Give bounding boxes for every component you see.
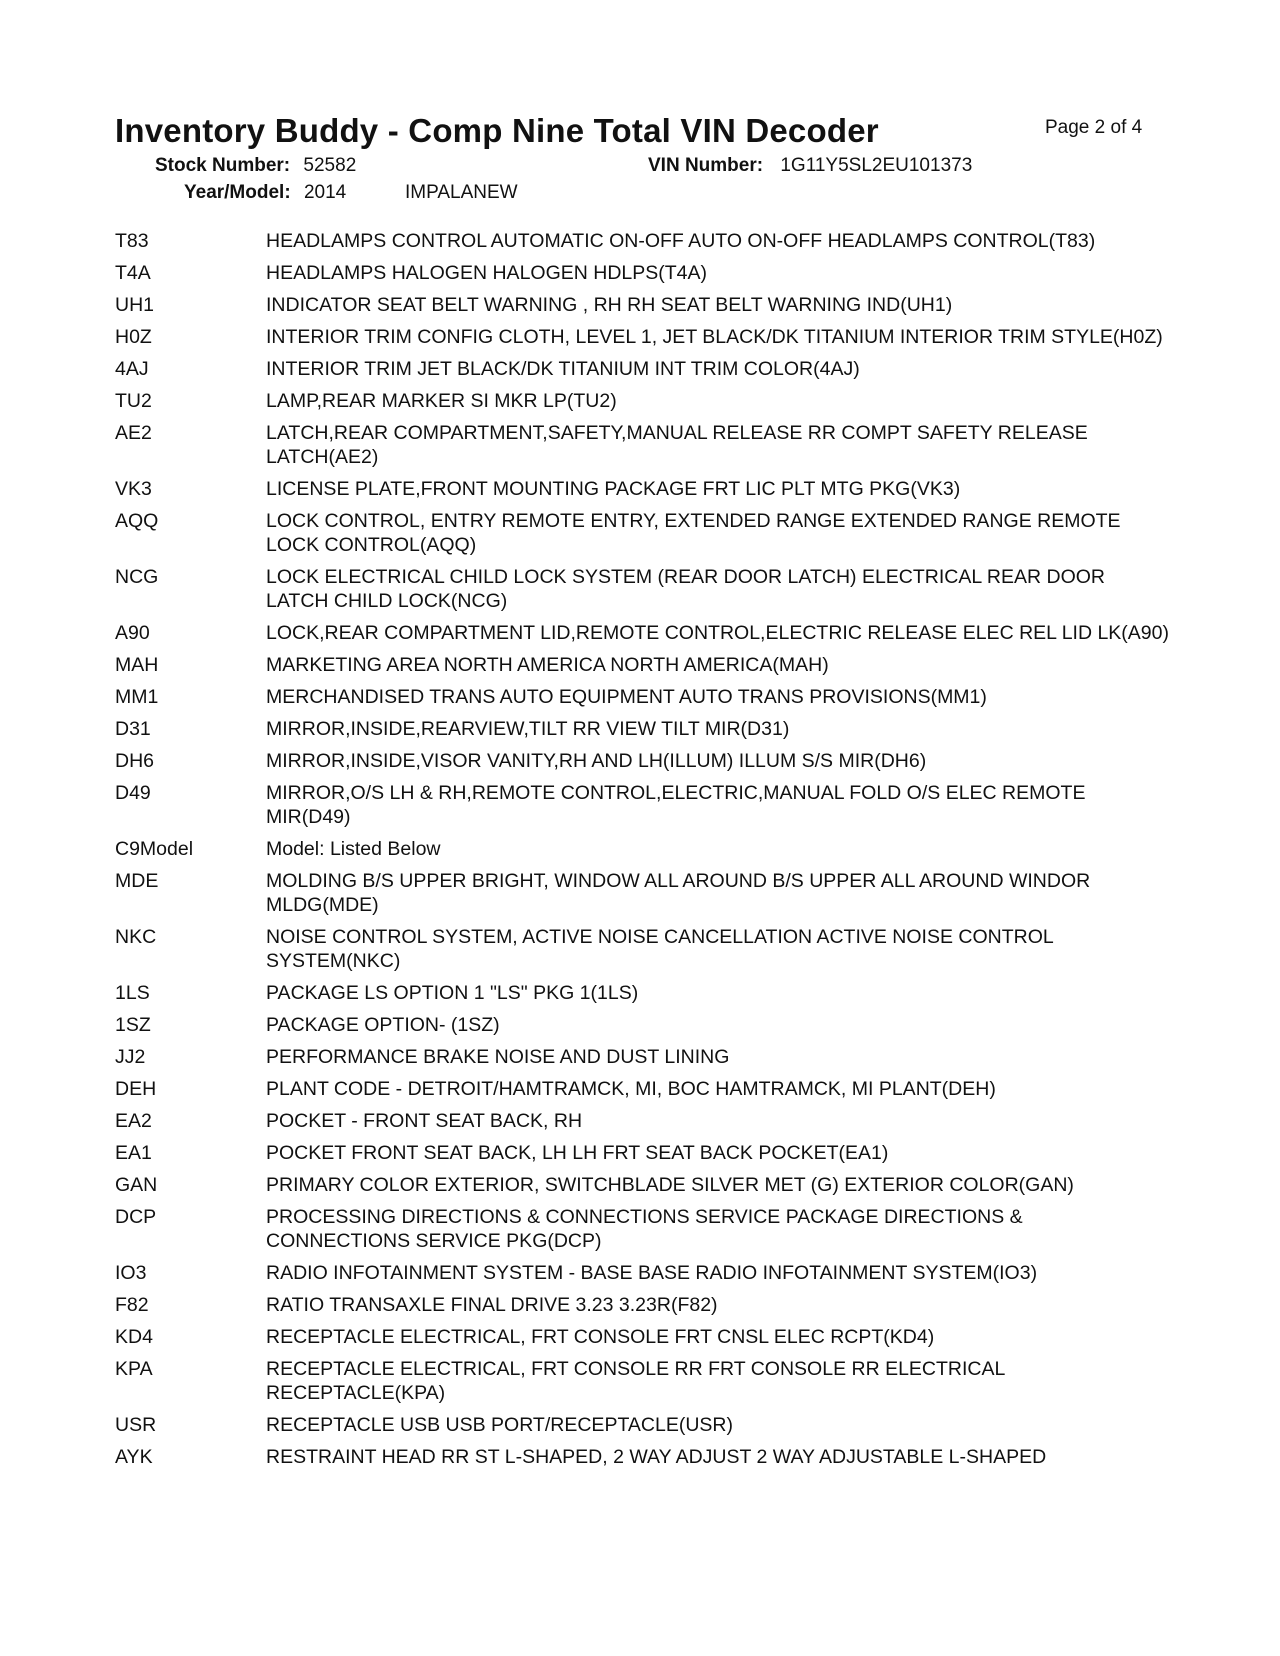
option-row: [115, 1413, 1175, 1445]
year-value: 2014: [303, 182, 347, 203]
option-code: EA1: [115, 1142, 152, 1164]
option-description: MIRROR,INSIDE,REARVIEW,TILT RR VIEW TILT MIR(D31): [266, 718, 790, 740]
option-code: AYK: [115, 1446, 153, 1468]
option-row: [115, 685, 1175, 717]
option-description: LAMP,REAR MARKER SI MKR LP(TU2): [266, 390, 617, 412]
option-description: PACKAGE OPTION- (1SZ): [266, 1014, 500, 1036]
option-code: F82: [115, 1294, 149, 1316]
option-row: [115, 1293, 1175, 1325]
option-code: MAH: [115, 654, 159, 676]
option-row: [115, 421, 1175, 477]
option-description: LATCH,REAR COMPARTMENT,SAFETY,MANUAL RELEASE RR COMPT SAFETY RELEASE LATCH(AE2): [266, 422, 1088, 468]
option-row: [115, 1109, 1175, 1141]
option-description: PRIMARY COLOR EXTERIOR, SWITCHBLADE SILVER MET (G) EXTERIOR COLOR(GAN): [266, 1174, 1074, 1196]
option-row: [115, 653, 1175, 685]
option-description: HEADLAMPS HALOGEN HALOGEN HDLPS(T4A): [266, 262, 708, 284]
option-row: [115, 1077, 1175, 1109]
option-description: INDICATOR SEAT BELT WARNING , RH RH SEAT BELT WARNING IND(UH1): [266, 294, 953, 316]
option-code: AE2: [115, 422, 152, 444]
option-row: [115, 1173, 1175, 1205]
option-code: 4AJ: [115, 358, 149, 380]
option-description: RADIO INFOTAINMENT SYSTEM - BASE BASE RADIO INFOTAINMENT SYSTEM(IO3): [266, 1262, 1038, 1284]
option-row: [115, 1325, 1175, 1357]
year-model-label: Year/Model:: [184, 182, 291, 203]
option-code: 1SZ: [115, 1014, 151, 1036]
option-row: [115, 293, 1175, 325]
option-row: [115, 357, 1175, 389]
option-row: [115, 389, 1175, 421]
option-row: [115, 1205, 1175, 1261]
option-code: VK3: [115, 478, 152, 500]
option-description: HEADLAMPS CONTROL AUTOMATIC ON-OFF AUTO ON-OFF HEADLAMPS CONTROL(T83): [266, 230, 1096, 252]
vin-number-value: 1G11Y5SL2EU101373: [780, 155, 973, 176]
option-code: H0Z: [115, 326, 152, 348]
option-code: C9Model: [115, 838, 194, 860]
option-row: [115, 1013, 1175, 1045]
option-code: GAN: [115, 1174, 158, 1196]
model-value: IMPALANEW: [405, 182, 518, 203]
option-code: DCP: [115, 1206, 157, 1228]
option-description: LOCK ELECTRICAL CHILD LOCK SYSTEM (REAR DOOR LATCH) ELECTRICAL REAR DOOR LATCH CHILD LOCK(NCG): [266, 566, 1106, 612]
vin-number-field: [648, 155, 972, 177]
option-row: [115, 1445, 1175, 1477]
option-row: [115, 837, 1175, 869]
option-description: MARKETING AREA NORTH AMERICA NORTH AMERICA(MAH): [266, 654, 829, 676]
option-row: [115, 749, 1175, 781]
option-code: T83: [115, 230, 149, 252]
option-code: D31: [115, 718, 151, 740]
option-row: [115, 229, 1175, 261]
option-row: [115, 717, 1175, 749]
option-row: [115, 1357, 1175, 1413]
option-code: MM1: [115, 686, 159, 708]
option-description: POCKET FRONT SEAT BACK, LH LH FRT SEAT BACK POCKET(EA1): [266, 1142, 889, 1164]
option-code: MDE: [115, 870, 159, 892]
stock-number-label: Stock Number:: [155, 155, 291, 176]
page-number: Page 2 of 4: [1045, 117, 1143, 138]
option-row: [115, 869, 1175, 925]
option-code: IO3: [115, 1262, 147, 1284]
option-description: LICENSE PLATE,FRONT MOUNTING PACKAGE FRT LIC PLT MTG PKG(VK3): [266, 478, 961, 500]
option-description: RESTRAINT HEAD RR ST L-SHAPED, 2 WAY ADJUST 2 WAY ADJUSTABLE L-SHAPED: [266, 1446, 1047, 1468]
option-description: NOISE CONTROL SYSTEM, ACTIVE NOISE CANCELLATION ACTIVE NOISE CONTROL SYSTEM(NKC): [266, 926, 1054, 972]
option-code: 1LS: [115, 982, 150, 1004]
option-row: [115, 1141, 1175, 1173]
option-row: [115, 477, 1175, 509]
page-title: Inventory Buddy - Comp Nine Total VIN Decoder: [115, 112, 879, 149]
option-code: JJ2: [115, 1046, 146, 1068]
option-row: [115, 325, 1175, 357]
option-code: D49: [115, 782, 151, 804]
option-description: INTERIOR TRIM CONFIG CLOTH, LEVEL 1, JET BLACK/DK TITANIUM INTERIOR TRIM STYLE(H0Z): [266, 326, 1163, 348]
option-row: [115, 781, 1175, 837]
vin-number-label: VIN Number:: [648, 155, 764, 176]
option-row: [115, 1045, 1175, 1077]
option-code: USR: [115, 1414, 157, 1436]
option-row: [115, 565, 1175, 621]
option-description: PROCESSING DIRECTIONS & CONNECTIONS SERVICE PACKAGE DIRECTIONS & CONNECTIONS SERVICE PKG(DCP): [266, 1206, 1023, 1252]
option-code-list: [115, 229, 1175, 1477]
year-model-field: [184, 182, 346, 204]
option-row: [115, 261, 1175, 293]
option-description: Model: Listed Below: [266, 838, 441, 860]
option-code: DH6: [115, 750, 155, 772]
option-row: [115, 981, 1175, 1013]
option-code: EA2: [115, 1110, 152, 1132]
option-description: INTERIOR TRIM JET BLACK/DK TITANIUM INT TRIM COLOR(4AJ): [266, 358, 860, 380]
option-description: MERCHANDISED TRANS AUTO EQUIPMENT AUTO TRANS PROVISIONS(MM1): [266, 686, 987, 708]
option-description: RECEPTACLE ELECTRICAL, FRT CONSOLE FRT CNSL ELEC RCPT(KD4): [266, 1326, 935, 1348]
option-description: RATIO TRANSAXLE FINAL DRIVE 3.23 3.23R(F82): [266, 1294, 718, 1316]
stock-number-field: [155, 155, 356, 177]
option-description: PERFORMANCE BRAKE NOISE AND DUST LINING: [266, 1046, 730, 1068]
option-code: T4A: [115, 262, 151, 284]
option-description: MIRROR,INSIDE,VISOR VANITY,RH AND LH(ILLUM) ILLUM S/S MIR(DH6): [266, 750, 927, 772]
option-row: [115, 621, 1175, 653]
option-description: RECEPTACLE ELECTRICAL, FRT CONSOLE RR FRT CONSOLE RR ELECTRICAL RECEPTACLE(KPA): [266, 1358, 1005, 1404]
option-row: [115, 1261, 1175, 1293]
option-description: POCKET - FRONT SEAT BACK, RH: [266, 1110, 583, 1132]
option-code: UH1: [115, 294, 155, 316]
option-code: NKC: [115, 926, 157, 948]
option-code: NCG: [115, 566, 159, 588]
option-description: LOCK CONTROL, ENTRY REMOTE ENTRY, EXTENDED RANGE EXTENDED RANGE REMOTE LOCK CONTROL(AQQ): [266, 510, 1121, 556]
option-row: [115, 509, 1175, 565]
option-description: PACKAGE LS OPTION 1 "LS" PKG 1(1LS): [266, 982, 639, 1004]
option-code: TU2: [115, 390, 152, 412]
option-description: MOLDING B/S UPPER BRIGHT, WINDOW ALL AROUND B/S UPPER ALL AROUND WINDOR MLDG(MDE): [266, 870, 1091, 916]
option-code: KPA: [115, 1358, 153, 1380]
option-code: DEH: [115, 1078, 157, 1100]
option-description: PLANT CODE - DETROIT/HAMTRAMCK, MI, BOC HAMTRAMCK, MI PLANT(DEH): [266, 1078, 996, 1100]
option-description: LOCK,REAR COMPARTMENT LID,REMOTE CONTROL,ELECTRIC RELEASE ELEC REL LID LK(A90): [266, 622, 1169, 644]
option-description: MIRROR,O/S LH & RH,REMOTE CONTROL,ELECTRIC,MANUAL FOLD O/S ELEC REMOTE MIR(D49): [266, 782, 1086, 828]
stock-number-value: 52582: [303, 155, 357, 176]
option-row: [115, 925, 1175, 981]
option-code: AQQ: [115, 510, 159, 532]
option-code: KD4: [115, 1326, 153, 1348]
option-description: RECEPTACLE USB USB PORT/RECEPTACLE(USR): [266, 1414, 734, 1436]
option-code: A90: [115, 622, 150, 644]
